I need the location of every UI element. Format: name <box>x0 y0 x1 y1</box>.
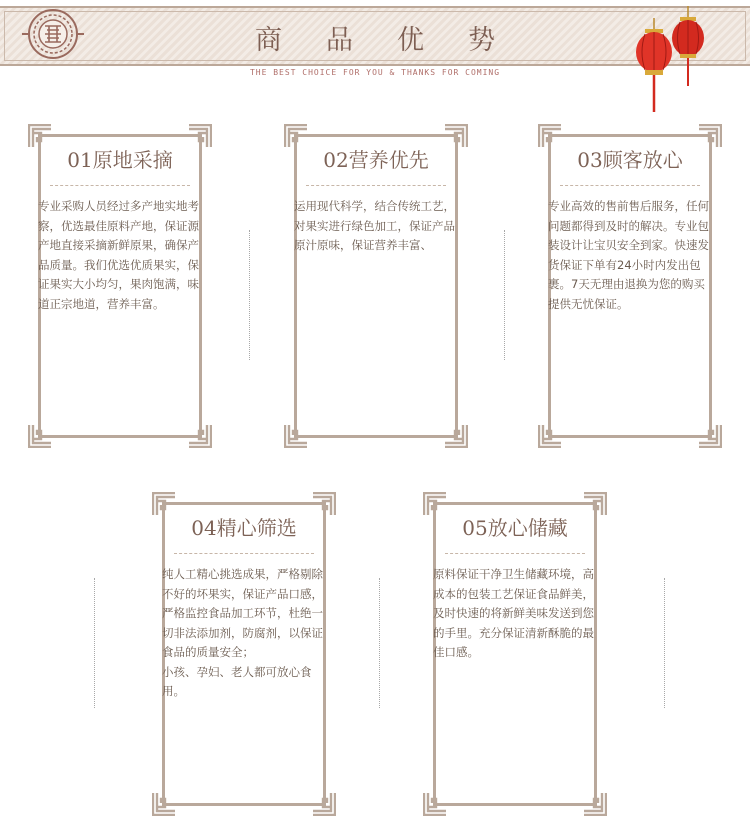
fret-corner-icon <box>152 792 176 816</box>
card-title: 02营养优先 <box>323 148 429 172</box>
feature-card-3 <box>538 124 722 448</box>
fret-corner-icon <box>444 424 468 448</box>
card-body-text: 小孩、孕妇、老人都可放心食用。 <box>162 664 312 698</box>
fret-corner-icon <box>538 424 562 448</box>
fret-corner-icon <box>423 792 447 816</box>
card-body <box>548 197 710 314</box>
card-divider <box>445 553 585 554</box>
feature-card-5 <box>423 492 607 816</box>
red-lantern-icon <box>628 6 718 114</box>
card-frame <box>294 134 458 438</box>
card-title: 03顾客放心 <box>577 148 683 172</box>
dotted-divider <box>379 578 380 708</box>
dotted-divider <box>664 578 665 708</box>
card-body <box>162 565 324 702</box>
card-body <box>38 197 200 314</box>
card-title: 01原地采摘 <box>67 148 173 172</box>
fret-corner-icon <box>698 424 722 448</box>
card-body-text: 专业采购人员经过多产地实地考察，优选最佳原料产地，保证源产地直接采摘新鲜原果，确保产品质量。我们优选优质果实，保证果实大小均匀，果肉饱满，味道正宗地道，营养丰富。 <box>38 199 199 311</box>
card-body <box>294 197 456 256</box>
card-divider <box>174 553 314 554</box>
card-divider <box>560 185 700 186</box>
card-divider <box>306 185 446 186</box>
card-body-text: 运用现代科学，结合传统工艺，对果实进行绿色加工，保证产品原汁原味，保证营养丰富、 <box>294 199 455 252</box>
card-body-text: 专业高效的售前售后服务，任何问题都得到及时的解决。专业包装设计让宝贝安全到家。快速发货保证下单有24小时内发出包裹。7天无理由退换为您的购买提供无忧保证。 <box>548 199 709 311</box>
card-divider <box>50 185 190 186</box>
dotted-divider <box>94 578 95 708</box>
feature-card-1 <box>28 124 212 448</box>
fret-corner-icon <box>312 792 336 816</box>
card-title: 04精心筛选 <box>191 516 297 540</box>
feature-card-4 <box>152 492 336 816</box>
fret-corner-icon <box>28 424 52 448</box>
dotted-divider <box>504 230 505 360</box>
card-body <box>433 565 595 663</box>
card-body-text: 原料保证干净卫生储藏环境，高成本的包装工艺保证食品鲜美，及时快速的将新鲜美味发送到您的手里。充分保证清新酥脆的最佳口感。 <box>433 567 594 659</box>
feature-card-2 <box>284 124 468 448</box>
card-title: 05放心储藏 <box>462 516 568 540</box>
page-title: 商品优势 <box>255 25 539 56</box>
card-body-text: 纯人工精心挑选成果，严格剔除不好的坏果实，保证产品口感，严格监控食品加工环节，杜绝一切非法添加剂，防腐剂，以保证食品的质量安全； <box>162 567 323 659</box>
fret-corner-icon <box>284 424 308 448</box>
dotted-divider <box>249 230 250 360</box>
fret-corner-icon <box>583 792 607 816</box>
page-subtitle: THE BEST CHOICE FOR YOU & THANKS FOR COMING <box>249 68 501 77</box>
fret-corner-icon <box>188 424 212 448</box>
